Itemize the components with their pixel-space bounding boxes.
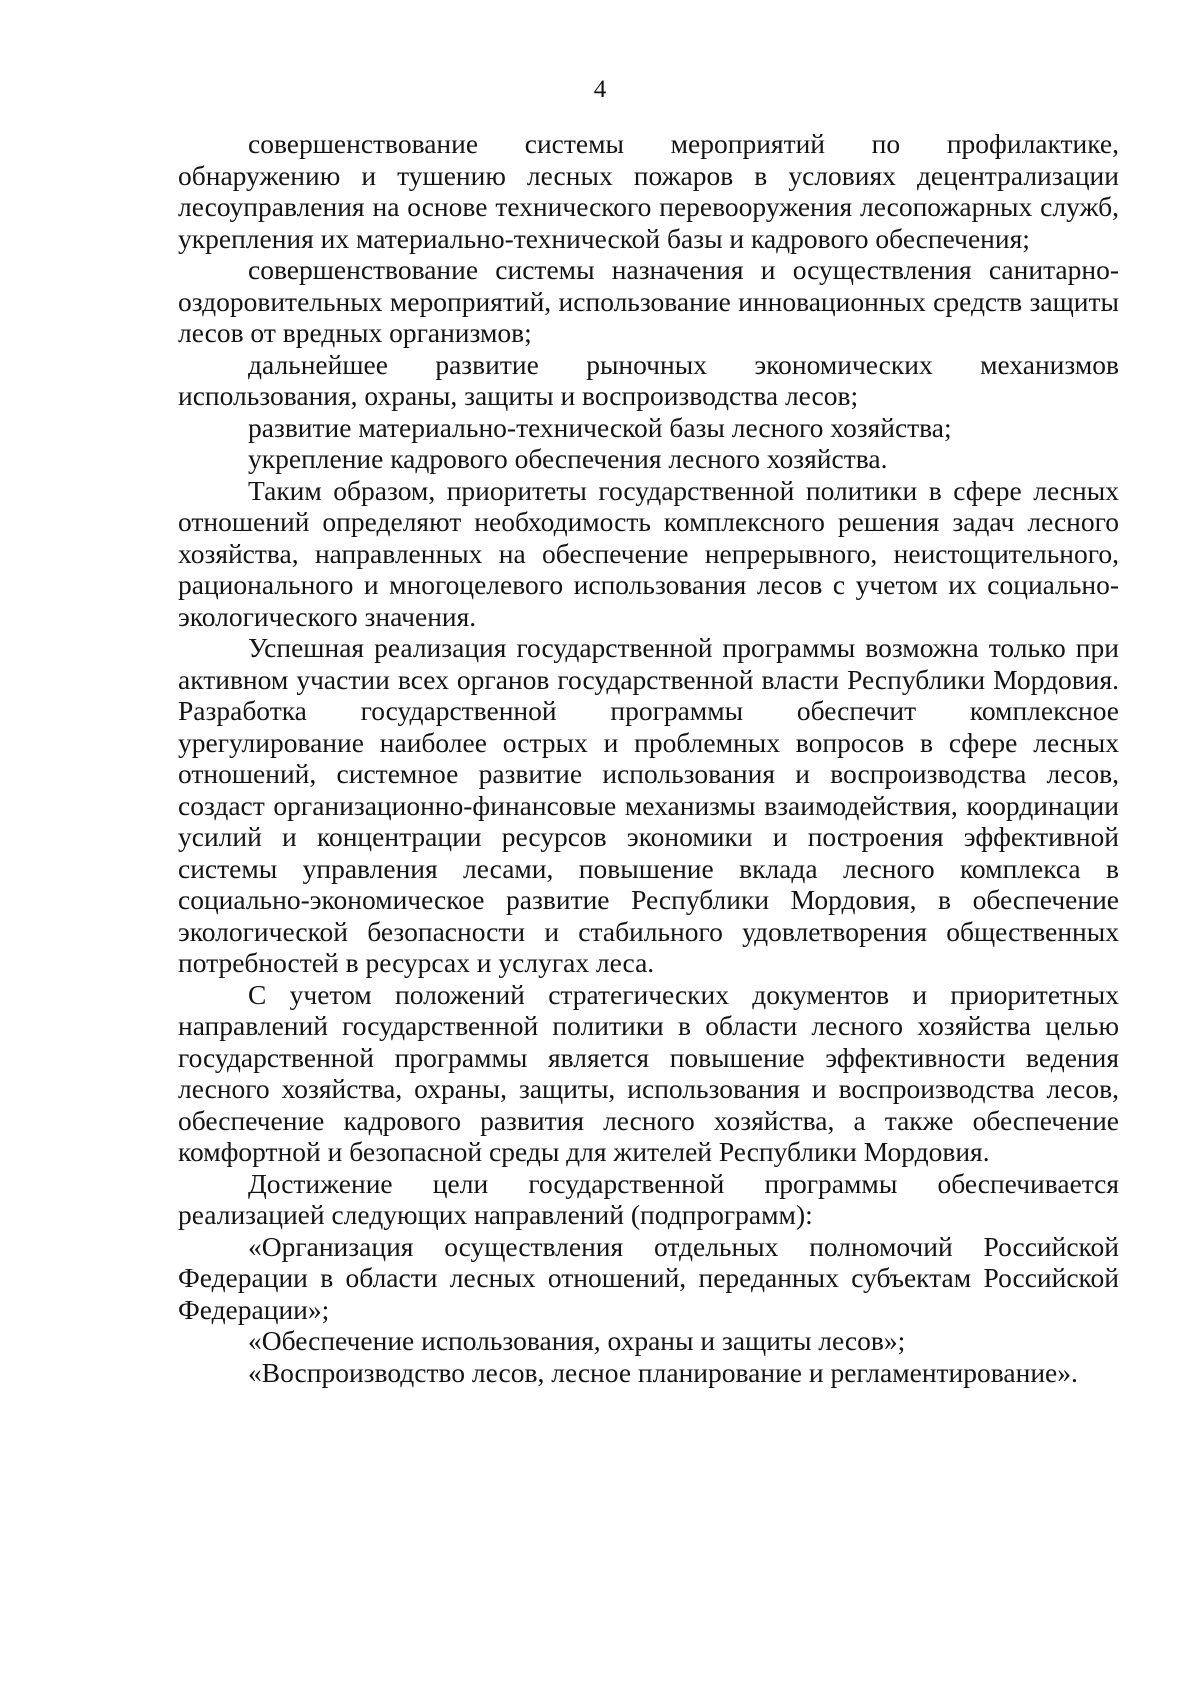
paragraph-material-base: развитие материально-технической базы лесного хозяйства; [248,411,952,443]
paragraph-goal-achievement: Достижение цели государственной программы обеспечивается реализацией следующих направлений (подпрограмм): [178,1167,1119,1230]
paragraph-fire-prevention: совершенствование системы мероприятий по профилактике, обнаружению и тушению лесных пожаров в условиях децентрализации лесоуправления на основе технического перевооружения лесопожарных служб, укрепления их материально-технической базы и кадрового обеспечения; [178,128,1119,254]
paragraph-staffing: укрепление кадрового обеспечения лесного хозяйства. [248,443,888,474]
paragraph-implementation: Успешная реализация государственной программы возможна только при активном участии всех органов государственной власти Республики Мордовия. Разработка государственной программы обеспечит комплексное урегулирование наиболее острых и проблемных вопросов в сфере лесных отношений, системное развитие использования и воспроизводства лесов, создаст организационно-финансовые механизмы взаимодействия, координации усилий и концентрации ресурсов экономики и построения эффективной системы управления лесами, повышение вклада лесного комплекса в социально-экономическое развитие Республики Мордовия, в обеспечение экологической безопасности и стабильного удовлетворения общественных потребностей в ресурсах и услугах леса. [178,632,1119,978]
list-item-subprogram-1: «Организация осуществления отдельных полномочий Российской Федерации в области лесных отношений, переданных субъектам Российской Федерации»; [178,1230,1119,1325]
paragraph-program-goal: С учетом положений стратегических документов и приоритетных направлений государственной политики в области лесного хозяйства целью государственной программы является повышение эффективности ведения лесного хозяйства, охраны, защиты, использования и воспроизводства лесов, обеспечение кадрового развития лесного хозяйства, а также обеспечение комфортной и безопасной среды для жителей Республики Мордовия. [178,978,1119,1167]
paragraph-sanitary-measures: совершенствование системы назначения и осуществления санитарно-оздоровительных мероприятий, использование инновационных средств защиты лесов от вредных организмов; [178,254,1119,348]
paragraph-priorities: Таким образом, приоритеты государственной политики в сфере лесных отношений определяют необходимость комплексного решения задач лесного хозяйства, направленных на обеспечение непрерывного, неистощительного, рационального и многоцелевого использования лесов с учетом их социально-экологического значения. [178,474,1119,632]
page-number: 4 [593,76,607,103]
list-item-subprogram-3: «Воспроизводство лесов, лесное планирование и регламентирование». [248,1356,1078,1388]
document-body [178,128,1119,1388]
list-item-subprogram-2: «Обеспечение использования, охраны и защиты лесов»; [248,1325,906,1356]
paragraph-market-mechanisms: дальнейшее развитие рыночных экономических механизмов использования, охраны, защиты и воспроизводства лесов; [178,348,1119,411]
